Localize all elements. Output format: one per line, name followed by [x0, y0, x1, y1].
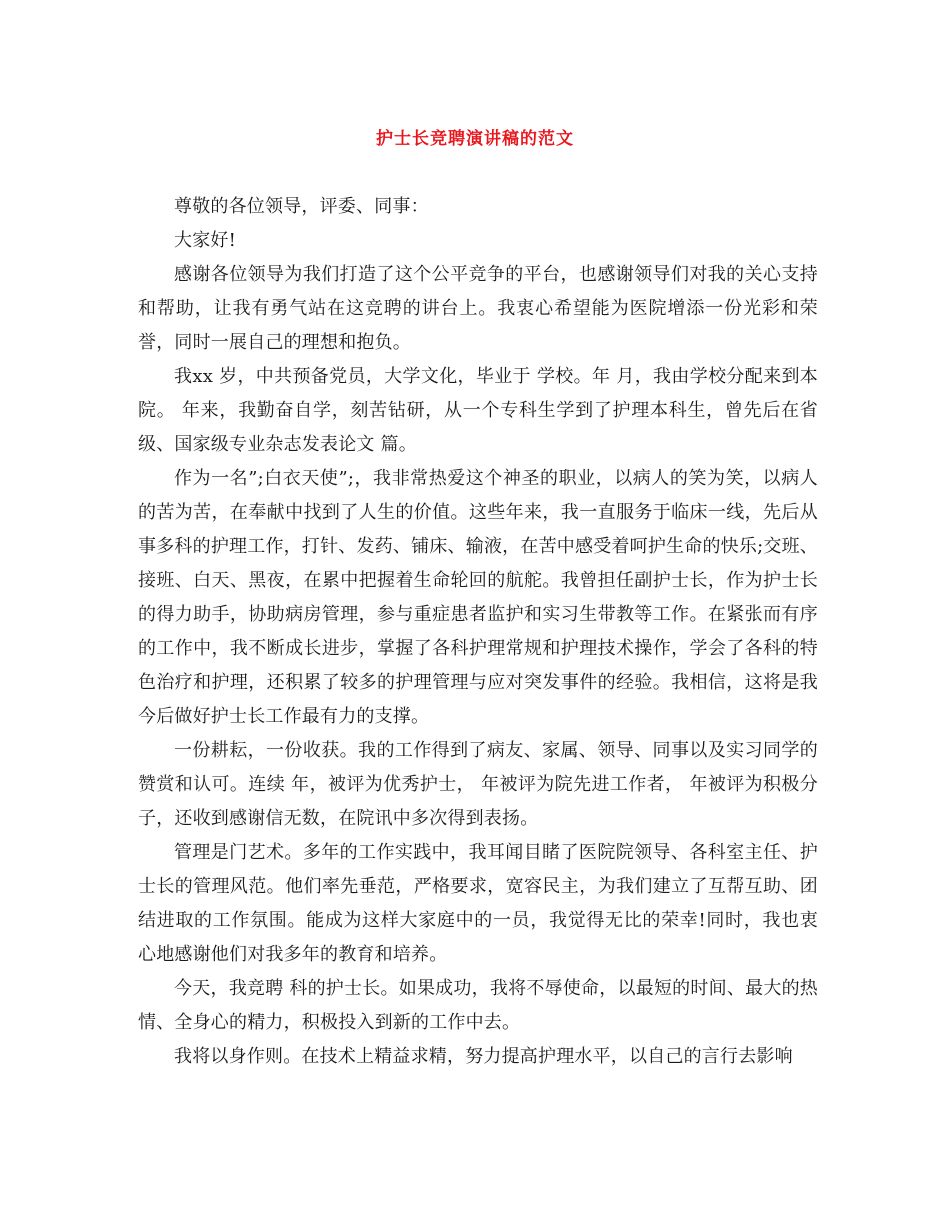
- document-title: 护士长竞聘演讲稿的范文: [376, 129, 574, 149]
- paragraph-experience: 作为一名”;白衣天使”;，我非常热爱这个神圣的职业，以病人的笑为笑，以病人的苦为苦，在奉献中找到了人生的价值。这些年来，我一直服务于临床一线，先后从事多科的护理工作，打针、发药、铺床、输液，在苦中感受着呵护生命的快乐;交班、接班、白天、黑夜，在累中把握着生命轮回的航舵。我曾担任副护士长，作为护士长的得力助手，协助病房管理，参与重症患者监护和实习生带教等工作。在紧张而有序的工作中，我不断成长进步，掌握了各科护理常规和护理技术操作，学会了各科的特色治疗和护理，还积累了较多的护理管理与应对突发事件的经验。我相信，这将是我今后做好护士长工作最有力的支撑。: [138, 468, 818, 727]
- paragraph-salutation: 尊敬的各位领导，评委、同事：: [174, 196, 429, 217]
- paragraph-management: 管理是门艺术。多年的工作实践中，我耳闻目睹了医院院领导、各科室主任、护士长的管理风范。他们率先垂范，严格要求，宽容民主，为我们建立了互帮互助、团结进取的工作氛围。能成为这样大家庭中的一员，我觉得无比的荣幸!同时，我也衷心地感谢他们对我多年的教育和培养。: [138, 842, 818, 965]
- paragraph-achievements: 一份耕耘，一份收获。我的工作得到了病友、家属、领导、同事以及实习同学的赞赏和认可。连续 年，被评为优秀护士， 年被评为院先进工作者， 年被评为积极分子，还收到感谢信无数，在院讯中多次得到表扬。: [138, 740, 818, 829]
- document-body: [138, 190, 818, 1074]
- paragraph-thanks: 感谢各位领导为我们打造了这个公平竞争的平台，也感谢领导们对我的关心支持和帮助，让我有勇气站在这竞聘的讲台上。我衷心希望能为医院增添一份光彩和荣誉，同时一展自己的理想和抱负。: [138, 264, 818, 353]
- paragraph-commitment: 我将以身作则。在技术上精益求精，努力提高护理水平，以自己的言行去影响: [174, 1046, 793, 1067]
- paragraph-application: 今天，我竞聘 科的护士长。如果成功，我将不辱使命，以最短的时间、最大的热情、全身心的精力，积极投入到新的工作中去。: [138, 978, 818, 1033]
- paragraph-background: 我xx 岁，中共预备党员，大学文化，毕业于 学校。年 月，我由学校分配来到本院。 年来，我勤奋自学，刻苦钻研，从一个专科生学到了护理本科生，曾先后在省级、国家级专业杂志发表论文 篇。: [138, 366, 818, 455]
- paragraph-greeting: 大家好!: [174, 230, 237, 251]
